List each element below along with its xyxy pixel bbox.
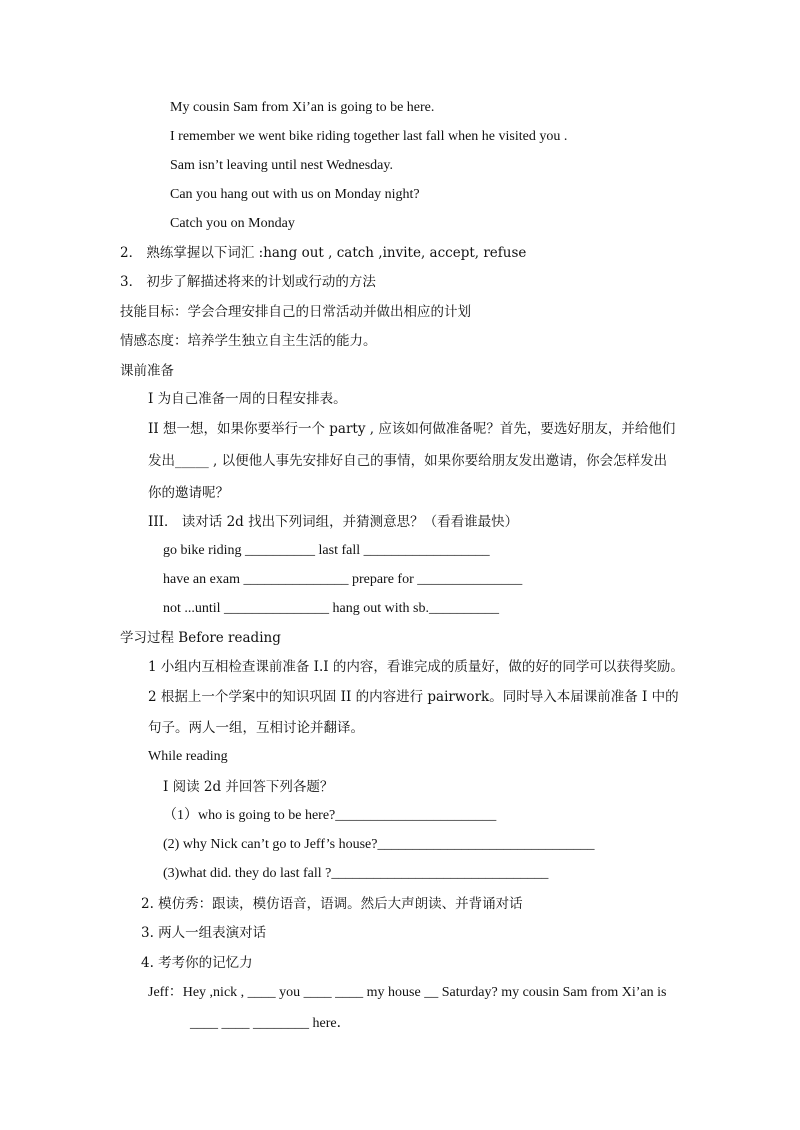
phrase-row: go bike riding __________ last fall __________________ bbox=[163, 543, 490, 558]
dialogue-line-cont: ____ ____ ________ here． bbox=[190, 1016, 351, 1031]
prep-item: II 想一想，如果你要举行一个 party , 应该如何做准备呢？首先，要选好朋友，并给他们 bbox=[148, 421, 676, 437]
prep-item: III． 读对话 2d 找出下列词组，并猜测意思？（看看谁最快） bbox=[148, 514, 519, 530]
process-item-cont: 句子。两人一组，互相讨论并翻译。 bbox=[148, 720, 364, 736]
section-heading: 学习过程 Before reading bbox=[120, 630, 281, 646]
process-item: 2 根据上一个学案中的知识巩固 II 的内容进行 pairwork。同时导入本届课前准备 I 中的 bbox=[148, 689, 679, 705]
process-item: 1 小组内互相检查课前准备 I.I 的内容，看谁完成的质量好，做的好的同学可以获得奖励。 bbox=[148, 659, 684, 675]
prep-item-cont: 发出_____ , 以便他人事先安排好自己的事情，如果你要给朋友发出邀请，你会怎样发出 bbox=[148, 453, 668, 469]
question-item: (2) why Nick can’t go to Jeff’s house?_______________________________ bbox=[163, 837, 595, 852]
section-heading: 课前准备 bbox=[120, 363, 174, 379]
subsection-heading: While reading bbox=[148, 749, 228, 764]
question-item: (3)what did. they do last fall ?_______________________________ bbox=[163, 866, 549, 881]
attitude-goal: 情感态度：培养学生独立自主生活的能力。 bbox=[120, 333, 377, 349]
text-line: Can you hang out with us on Monday night? bbox=[170, 187, 420, 202]
phrase-row: have an exam _______________ prepare for _______________ bbox=[163, 572, 523, 587]
activity-item: 4. 考考你的记忆力 bbox=[141, 955, 253, 971]
text-line: My cousin Sam from Xi’an is going to be here. bbox=[170, 100, 435, 115]
activity-item: 3. 两人一组表演对话 bbox=[141, 925, 267, 941]
prep-item: I 为自己准备一周的日程安排表。 bbox=[148, 391, 347, 407]
text-line: Sam isn’t leaving until nest Wednesday. bbox=[170, 158, 393, 173]
activity-item: 2. 模仿秀：跟读，模仿语音，语调。然后大声朗读、并背诵对话 bbox=[141, 896, 523, 912]
text-line: Catch you on Monday bbox=[170, 216, 295, 231]
dialogue-line: Jeff：Hey ,nick , ____ you ____ ____ my house __ Saturday? my cousin Sam from Xi’an is bbox=[148, 985, 667, 1000]
phrase-row: not ...until _______________ hang out with sb.__________ bbox=[163, 601, 499, 616]
text-line: I remember we went bike riding together last fall when he visited you . bbox=[170, 129, 568, 144]
objective-item: 2． 熟练掌握以下词汇 :hang out , catch ,invite, accept, refuse bbox=[120, 245, 527, 261]
prep-item-cont: 你的邀请呢？ bbox=[148, 485, 229, 501]
reading-task: I 阅读 2d 并回答下列各题？ bbox=[163, 779, 334, 795]
question-item: （1）who is going to be here?_______________________ bbox=[163, 808, 497, 823]
objective-item: 3． 初步了解描述将来的计划或行动的方法 bbox=[120, 274, 376, 290]
skill-goal: 技能目标：学会合理安排自己的日常活动并做出相应的计划 bbox=[120, 304, 471, 320]
